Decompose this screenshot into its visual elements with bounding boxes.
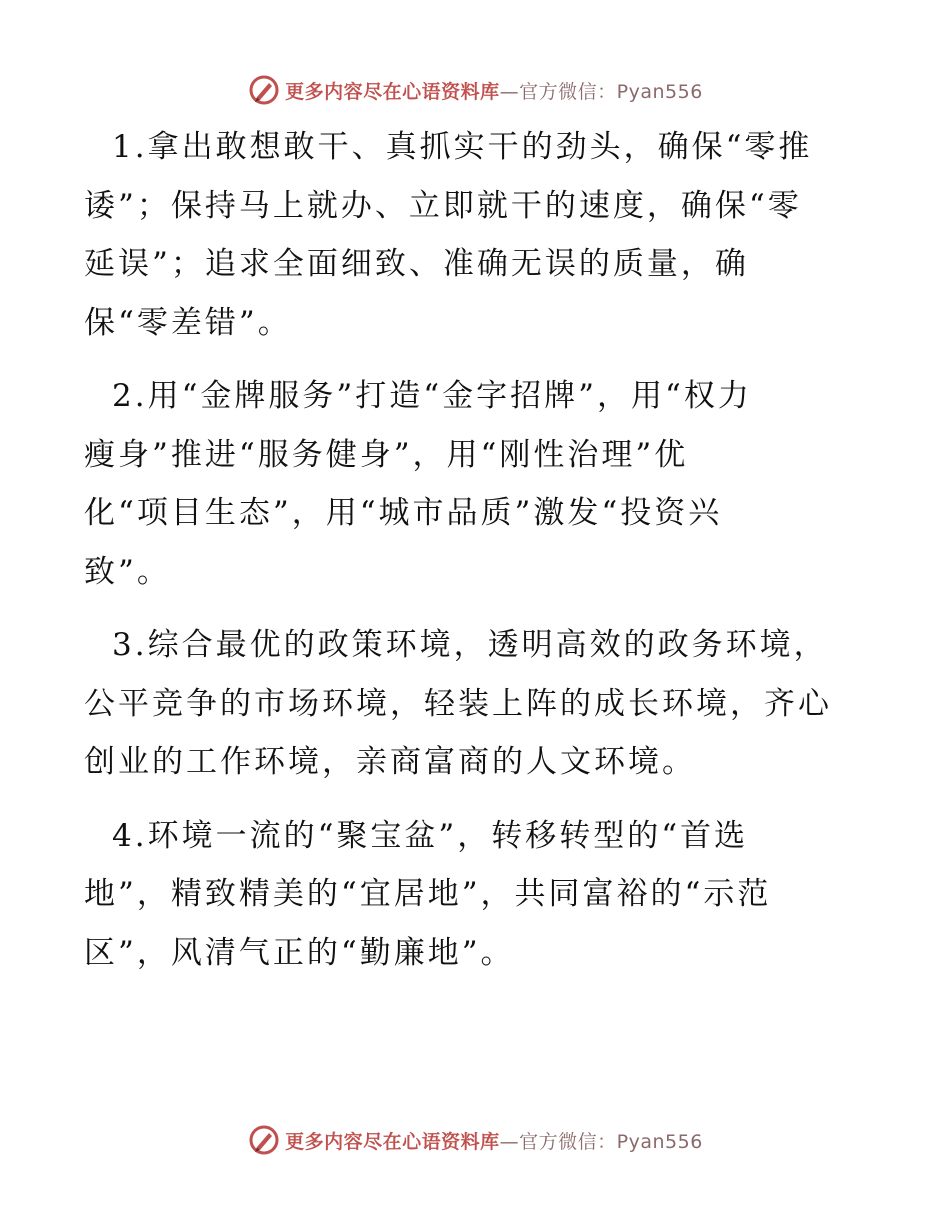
banner-wechat-text: —官方微信：Pyan556	[499, 1130, 703, 1153]
paragraph-line: 延误”；追求全面细致、准确无误的质量，确	[84, 246, 749, 282]
paragraph-line: 创业的工作环境，亲商富商的人文环境。	[84, 744, 696, 780]
paragraph-line: 4.环境一流的“聚宝盆”，转移转型的“首选	[112, 817, 749, 854]
banner-brand-text: 更多内容尽在心语资料库	[285, 1130, 500, 1153]
footer-watermark-banner	[0, 1120, 950, 1160]
paragraph-line: 区”，风清气正的“勤廉地”。	[84, 934, 515, 971]
paragraph-line: 地”，精致精美的“宜居地”，共同富裕的“示范	[84, 876, 772, 912]
paragraph-2	[84, 367, 858, 601]
paragraph-line: 2.用“金牌服务”打造“金字招牌”，用“权力	[112, 378, 752, 414]
paragraph-line: 瘦身”推进“服务健身”，用“刚性治理”优	[84, 436, 689, 473]
document-body	[84, 118, 858, 997]
paragraph-line: 公平竞争的市场环境，轻装上阵的成长环境，齐心	[84, 685, 832, 722]
paragraph-line: 3.综合最优的政策环境，透明高效的政务环境，	[112, 627, 828, 663]
banner-brand-text: 更多内容尽在心语资料库	[285, 80, 500, 103]
paragraph-4	[84, 807, 858, 983]
paragraph-line: 化“项目生态”，用“城市品质”激发“投资兴	[84, 495, 723, 531]
banner-text	[285, 1127, 703, 1154]
banner-wechat-text: —官方微信：Pyan556	[499, 80, 703, 103]
paragraph-line: 诿”；保持马上就办、立即就干的速度，确保“零	[84, 187, 802, 224]
pen-seal-logo-icon	[247, 1123, 281, 1157]
paragraph-line: 致”。	[84, 553, 171, 590]
banner-text	[285, 77, 703, 104]
paragraph-line: 保“零差错”。	[84, 304, 292, 341]
header-watermark-banner	[0, 70, 950, 110]
pen-seal-logo-icon	[247, 73, 281, 107]
paragraph-line: 1.拿出敢想敢干、真抓实干的劲头，确保“零推	[112, 129, 813, 165]
paragraph-1	[84, 118, 858, 352]
paragraph-3	[84, 616, 858, 792]
